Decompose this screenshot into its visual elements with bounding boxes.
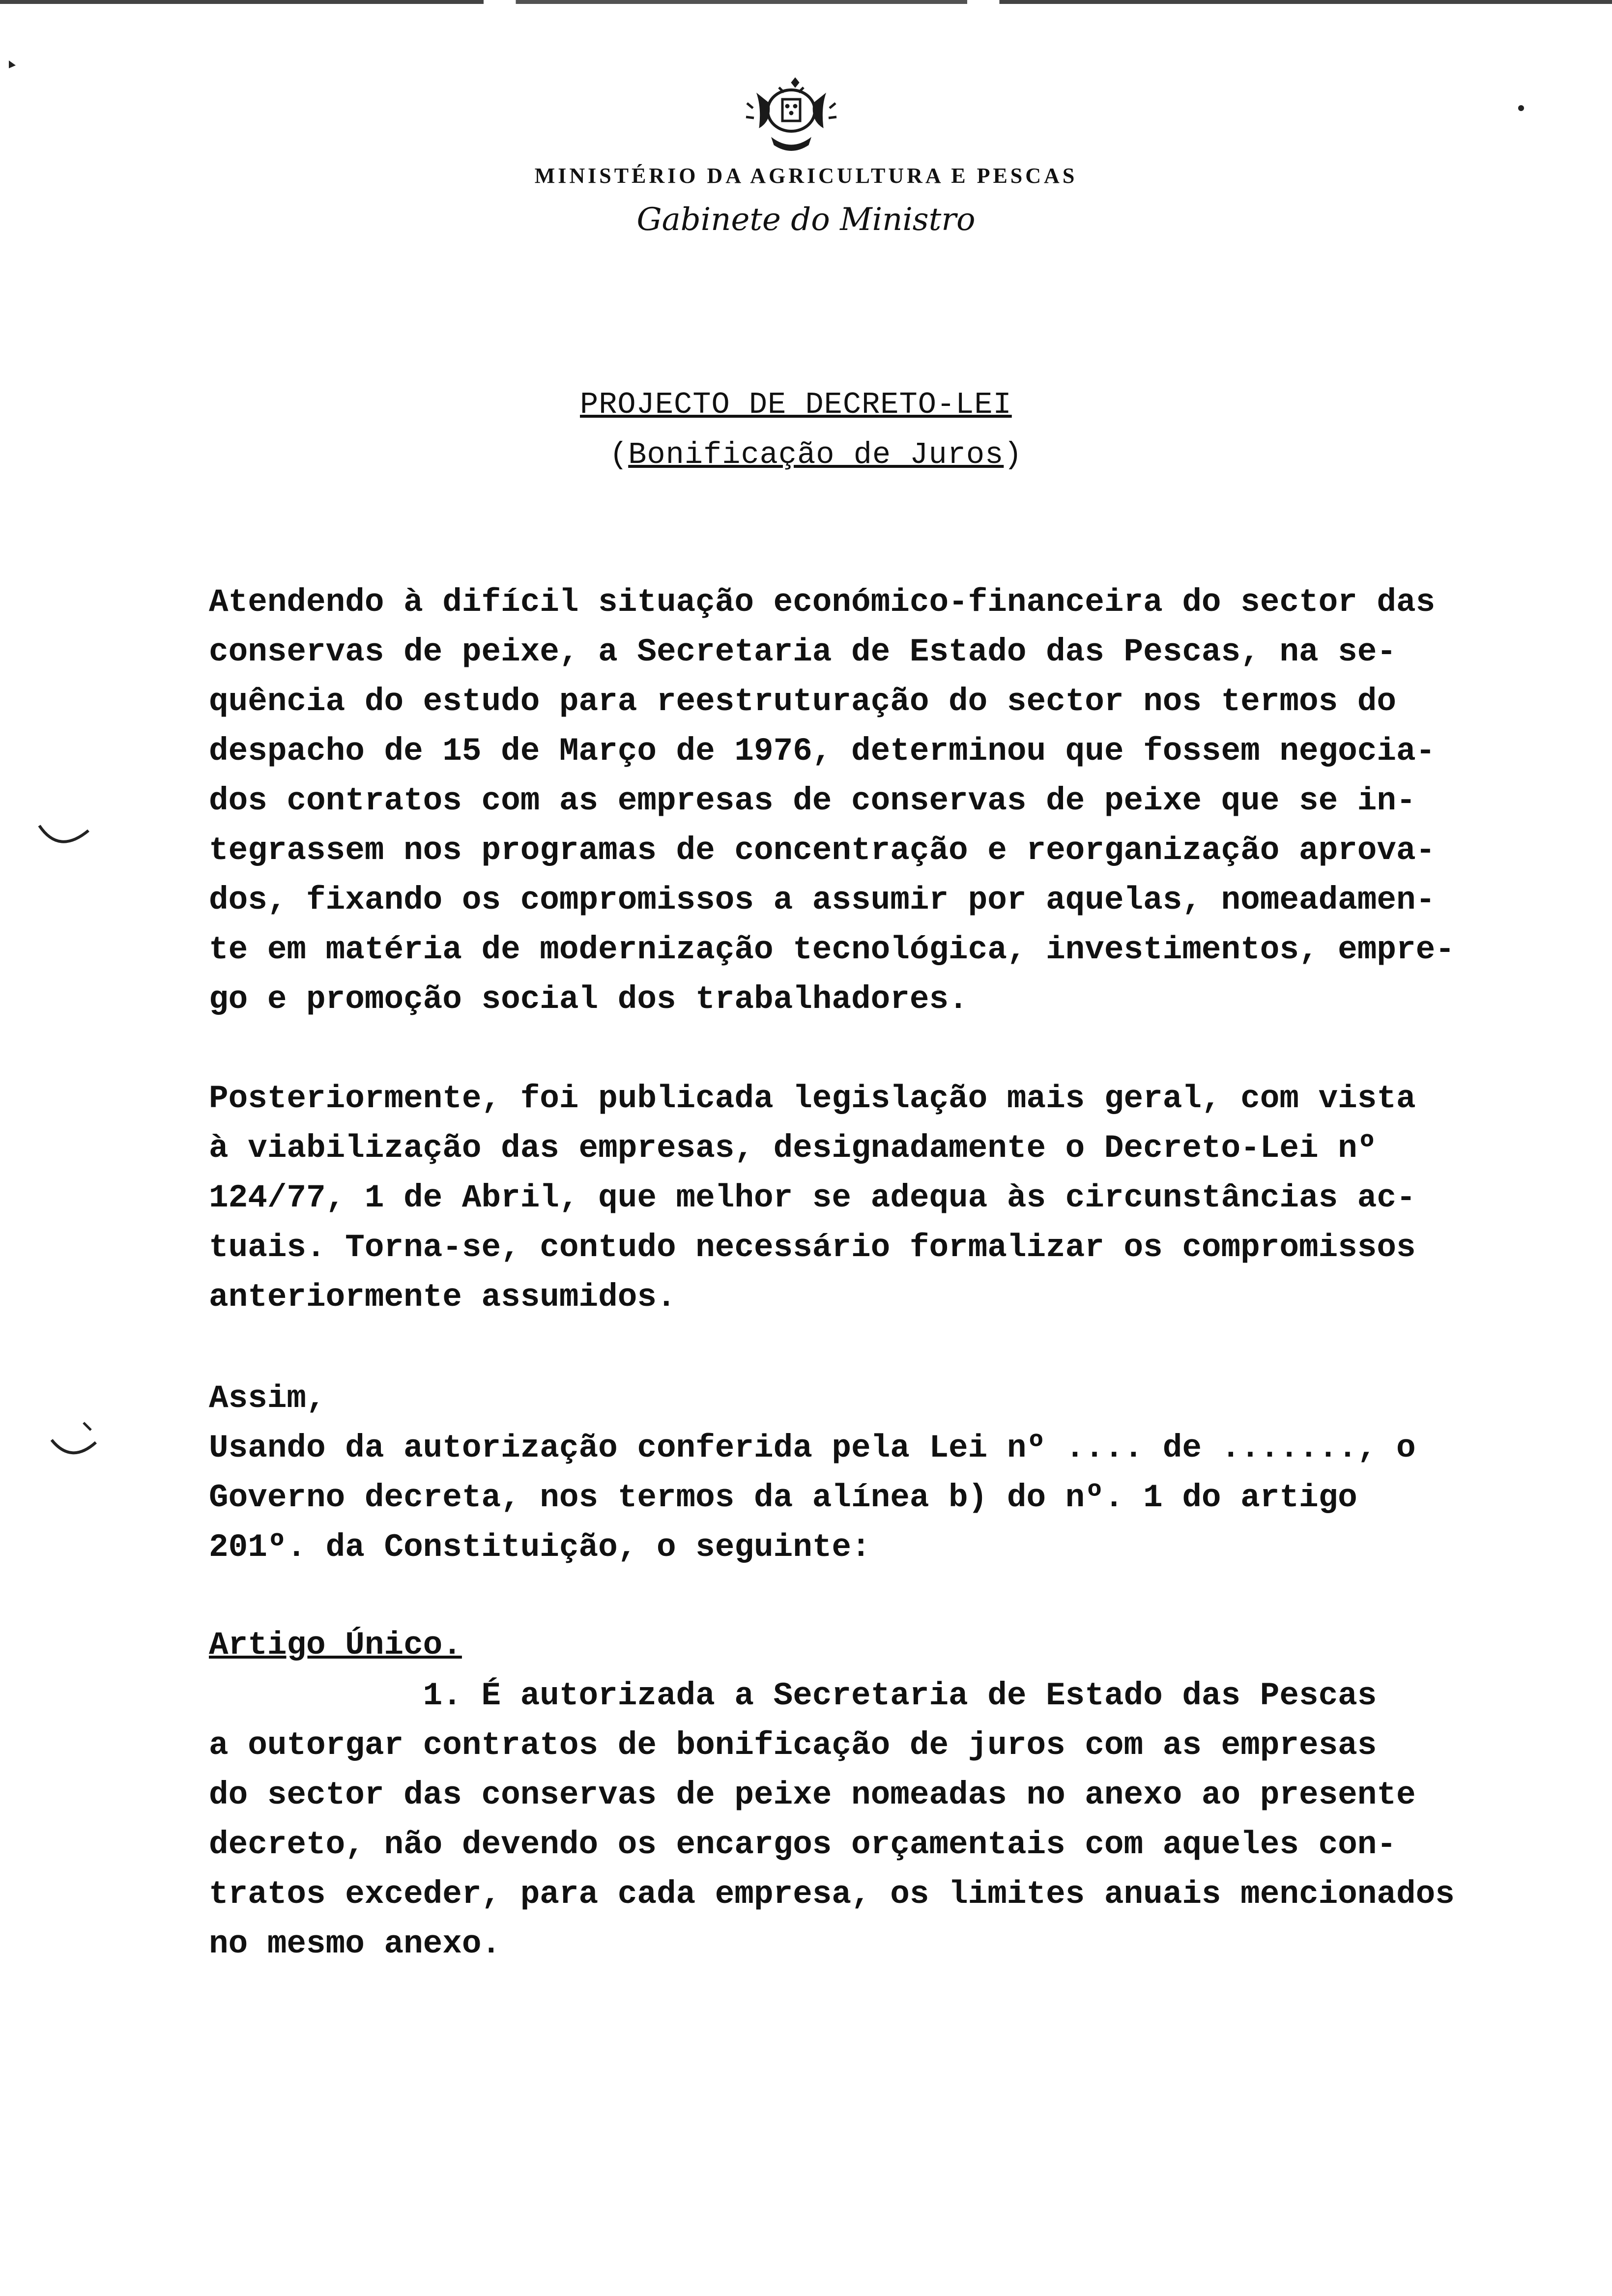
text-line: 124/77, 1 de Abril, que melhor se adequa às circunstâncias ac- bbox=[209, 1179, 1416, 1216]
text-line: Atendendo à difícil situação económico-financeira do sector das bbox=[209, 584, 1436, 621]
document-title: PROJECTO DE DECRETO-LEI bbox=[580, 387, 1012, 422]
text-line: Posteriormente, foi publicada legislação mais geral, com vista bbox=[209, 1080, 1416, 1117]
text-line: Usando da autorização conferida pela Lei nº .... de ......., o bbox=[209, 1430, 1416, 1466]
subtitle-close-paren: ) bbox=[1004, 437, 1023, 472]
scan-speck-icon bbox=[5, 57, 20, 71]
cabinet-name: Gabinete do Ministro bbox=[636, 201, 976, 238]
text-line: no mesmo anexo. bbox=[209, 1925, 501, 1962]
text-line: 1. É autorizada a Secretaria de Estado das Pescas bbox=[209, 1677, 1377, 1714]
scan-speck-icon bbox=[1516, 103, 1526, 113]
text-line: do sector das conservas de peixe nomeadas no anexo ao presente bbox=[209, 1777, 1416, 1813]
article-heading: Artigo Único. bbox=[209, 1627, 462, 1664]
text-line: tratos exceder, para cada empresa, os limites anuais mencionados bbox=[209, 1876, 1455, 1913]
coat-of-arms-icon bbox=[742, 74, 840, 157]
text-line: Assim, bbox=[209, 1380, 326, 1417]
paragraph-legislation bbox=[209, 1074, 1477, 1322]
text-line: à viabilização das empresas, designadamente o Decreto-Lei nº bbox=[209, 1130, 1377, 1167]
text-line: go e promoção social dos trabalhadores. bbox=[209, 981, 968, 1018]
subtitle-text: Bonificação de Juros bbox=[628, 437, 1004, 472]
paragraph-intro bbox=[209, 577, 1477, 1024]
subtitle-open-paren: ( bbox=[609, 437, 629, 472]
text-line: dos contratos com as empresas de conservas de peixe que se in- bbox=[209, 782, 1416, 819]
paragraph-decree bbox=[209, 1374, 1477, 1572]
document-subtitle bbox=[609, 437, 1023, 472]
text-line: anteriormente assumidos. bbox=[209, 1279, 676, 1316]
text-line: 201º. da Constituição, o seguinte: bbox=[209, 1529, 871, 1566]
text-line: tuais. Torna-se, contudo necessário formalizar os compromissos bbox=[209, 1229, 1416, 1266]
text-line: tegrassem nos programas de concentração e reorganização aprova- bbox=[209, 832, 1436, 869]
text-line: quência do estudo para reestruturação do sector nos termos do bbox=[209, 683, 1396, 720]
article-body bbox=[209, 1671, 1477, 1969]
punch-hole-mark-icon bbox=[47, 1420, 101, 1464]
text-line: a outorgar contratos de bonificação de juros com as empresas bbox=[209, 1727, 1377, 1764]
text-line: conservas de peixe, a Secretaria de Estado das Pescas, na se- bbox=[209, 633, 1396, 670]
ministry-name: MINISTÉRIO DA AGRICULTURA E PESCAS bbox=[534, 164, 1078, 188]
text-line: despacho de 15 de Março de 1976, determinou que fossem negocia- bbox=[209, 733, 1436, 770]
text-line: te em matéria de modernização tecnológica, investimentos, empre- bbox=[209, 931, 1455, 968]
text-line: decreto, não devendo os encargos orçamentais com aqueles con- bbox=[209, 1826, 1396, 1863]
text-line: Governo decreta, nos termos da alínea b) do nº. 1 do artigo bbox=[209, 1479, 1357, 1516]
top-edge-rule bbox=[0, 0, 1612, 4]
text-line: dos, fixando os compromissos a assumir por aquelas, nomeadamen- bbox=[209, 882, 1436, 918]
punch-hole-mark-icon bbox=[34, 816, 93, 860]
